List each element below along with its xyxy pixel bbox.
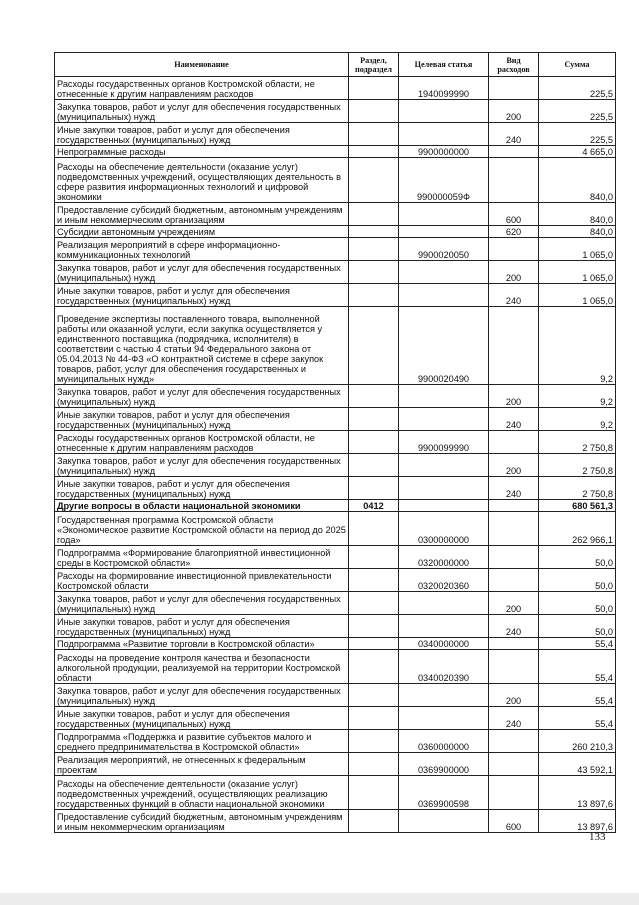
cell-sum: 225,5 bbox=[539, 100, 616, 123]
cell-expense-type bbox=[489, 512, 539, 546]
header-section: Раздел, подраздел bbox=[349, 53, 399, 77]
cell-name: Подпрограмма «Развитие торговли в Костромской области» bbox=[55, 638, 349, 650]
table-row bbox=[55, 638, 616, 650]
cell-target bbox=[399, 123, 489, 146]
cell-name: Реализация мероприятий, не отнесенных к федеральным проектам bbox=[55, 753, 349, 776]
table-row bbox=[55, 100, 616, 123]
cell-name: Подпрограмма «Формирование благоприятной инвестиционной среды в Костромской области» bbox=[55, 546, 349, 569]
cell-sum: 840,0 bbox=[539, 203, 616, 226]
cell-expense-type: 600 bbox=[489, 203, 539, 226]
table-row bbox=[55, 123, 616, 146]
cell-section bbox=[349, 707, 399, 730]
cell-name: Субсидии автономным учреждениям bbox=[55, 226, 349, 238]
cell-expense-type: 240 bbox=[489, 615, 539, 638]
cell-target bbox=[399, 615, 489, 638]
cell-sum: 225,5 bbox=[539, 77, 616, 100]
cell-name: Иные закупки товаров, работ и услуг для обеспечения государственных (муниципальных) нужд bbox=[55, 707, 349, 730]
cell-section bbox=[349, 203, 399, 226]
cell-section bbox=[349, 638, 399, 650]
cell-section bbox=[349, 650, 399, 684]
table-row bbox=[55, 77, 616, 100]
table-row bbox=[55, 158, 616, 203]
cell-section bbox=[349, 569, 399, 592]
cell-section bbox=[349, 615, 399, 638]
cell-sum: 1 065,0 bbox=[539, 261, 616, 284]
cell-section bbox=[349, 810, 399, 833]
cell-target bbox=[399, 385, 489, 408]
cell-sum: 840,0 bbox=[539, 226, 616, 238]
cell-section bbox=[349, 307, 399, 385]
cell-name: Государственная программа Костромской области «Экономическое развитие Костромской области на период до 2025 года» bbox=[55, 512, 349, 546]
cell-section: 0412 bbox=[349, 500, 399, 512]
table-body bbox=[55, 77, 616, 833]
cell-target bbox=[399, 408, 489, 431]
cell-expense-type bbox=[489, 146, 539, 158]
table-row bbox=[55, 307, 616, 385]
header-target: Целевая статья bbox=[399, 53, 489, 77]
table-row bbox=[55, 684, 616, 707]
cell-target bbox=[399, 500, 489, 512]
cell-sum: 50,0 bbox=[539, 569, 616, 592]
table-row bbox=[55, 546, 616, 569]
cell-section bbox=[349, 454, 399, 477]
cell-expense-type: 600 bbox=[489, 810, 539, 833]
cell-sum: 13 897,6 bbox=[539, 810, 616, 833]
cell-target: 0369900000 bbox=[399, 753, 489, 776]
cell-target: 0340020390 bbox=[399, 650, 489, 684]
cell-target bbox=[399, 284, 489, 307]
table-row bbox=[55, 431, 616, 454]
cell-section bbox=[349, 284, 399, 307]
table-row bbox=[55, 707, 616, 730]
cell-sum: 55,4 bbox=[539, 650, 616, 684]
cell-sum: 43 592,1 bbox=[539, 753, 616, 776]
cell-sum: 9,2 bbox=[539, 385, 616, 408]
cell-target bbox=[399, 477, 489, 500]
table-row bbox=[55, 730, 616, 753]
page-number: 133 bbox=[589, 831, 606, 843]
cell-name: Расходы на обеспечение деятельности (оказание услуг) подведомственных учреждений, осуществляющих деятельность в сфере развития информационных технологий и цифровой экономики bbox=[55, 158, 349, 203]
cell-name: Предоставление субсидий бюджетным, автономным учреждениям и иным некоммерческим организациям bbox=[55, 203, 349, 226]
cell-expense-type bbox=[489, 776, 539, 810]
cell-sum: 2 750,8 bbox=[539, 454, 616, 477]
cell-expense-type bbox=[489, 753, 539, 776]
cell-sum: 262 966,1 bbox=[539, 512, 616, 546]
cell-name: Закупка товаров, работ и услуг для обеспечения государственных (муниципальных) нужд bbox=[55, 454, 349, 477]
cell-expense-type: 240 bbox=[489, 477, 539, 500]
cell-section bbox=[349, 512, 399, 546]
table-row bbox=[55, 261, 616, 284]
cell-sum: 2 750,8 bbox=[539, 477, 616, 500]
cell-section bbox=[349, 100, 399, 123]
header-sum: Сумма bbox=[539, 53, 616, 77]
cell-sum: 50,0 bbox=[539, 546, 616, 569]
cell-name: Закупка товаров, работ и услуг для обеспечения государственных (муниципальных) нужд bbox=[55, 592, 349, 615]
cell-target: 0320020360 bbox=[399, 569, 489, 592]
cell-target bbox=[399, 454, 489, 477]
cell-section bbox=[349, 238, 399, 261]
cell-target: 0340000000 bbox=[399, 638, 489, 650]
table-row bbox=[55, 512, 616, 546]
cell-name: Иные закупки товаров, работ и услуг для обеспечения государственных (муниципальных) нужд bbox=[55, 408, 349, 431]
cell-sum: 55,4 bbox=[539, 638, 616, 650]
cell-expense-type: 240 bbox=[489, 707, 539, 730]
cell-sum: 1 065,0 bbox=[539, 238, 616, 261]
table-row bbox=[55, 477, 616, 500]
cell-section bbox=[349, 753, 399, 776]
cell-section bbox=[349, 592, 399, 615]
cell-target: 0360000000 bbox=[399, 730, 489, 753]
cell-section bbox=[349, 123, 399, 146]
cell-expense-type: 620 bbox=[489, 226, 539, 238]
table-header-row bbox=[55, 53, 616, 77]
cell-target: 1940099990 bbox=[399, 77, 489, 100]
header-name: Наименование bbox=[55, 53, 349, 77]
cell-expense-type bbox=[489, 77, 539, 100]
cell-section bbox=[349, 431, 399, 454]
cell-expense-type bbox=[489, 238, 539, 261]
cell-section bbox=[349, 408, 399, 431]
table-row bbox=[55, 500, 616, 512]
cell-expense-type bbox=[489, 500, 539, 512]
cell-name: Непрограммные расходы bbox=[55, 146, 349, 158]
cell-sum: 9,2 bbox=[539, 408, 616, 431]
cell-section bbox=[349, 546, 399, 569]
cell-expense-type: 240 bbox=[489, 123, 539, 146]
cell-sum: 50,0 bbox=[539, 615, 616, 638]
cell-target: 9900099990 bbox=[399, 431, 489, 454]
table-row bbox=[55, 408, 616, 431]
cell-section bbox=[349, 77, 399, 100]
cell-expense-type bbox=[489, 569, 539, 592]
cell-expense-type bbox=[489, 638, 539, 650]
cell-name: Иные закупки товаров, работ и услуг для обеспечения государственных (муниципальных) нужд bbox=[55, 123, 349, 146]
table-row bbox=[55, 776, 616, 810]
cell-expense-type: 240 bbox=[489, 408, 539, 431]
cell-sum: 55,4 bbox=[539, 707, 616, 730]
cell-target bbox=[399, 592, 489, 615]
cell-target bbox=[399, 203, 489, 226]
cell-name: Расходы государственных органов Костромской области, не отнесенные к другим направлениям расходов bbox=[55, 77, 349, 100]
cell-section bbox=[349, 158, 399, 203]
table-row bbox=[55, 238, 616, 261]
cell-expense-type: 200 bbox=[489, 261, 539, 284]
table-row bbox=[55, 569, 616, 592]
table-row bbox=[55, 203, 616, 226]
cell-sum: 2 750,8 bbox=[539, 431, 616, 454]
cell-target: 990000059Ф bbox=[399, 158, 489, 203]
cell-name: Закупка товаров, работ и услуг для обеспечения государственных (муниципальных) нужд bbox=[55, 100, 349, 123]
cell-name: Закупка товаров, работ и услуг для обеспечения государственных (муниципальных) нужд bbox=[55, 261, 349, 284]
cell-target bbox=[399, 226, 489, 238]
cell-expense-type bbox=[489, 650, 539, 684]
cell-expense-type bbox=[489, 158, 539, 203]
footer-strip bbox=[0, 893, 639, 905]
cell-section bbox=[349, 226, 399, 238]
cell-name: Расходы на проведение контроля качества и безопасности алкогольной продукции, реализуемой на территории Костромской области bbox=[55, 650, 349, 684]
cell-name: Предоставление субсидий бюджетным, автономным учреждениям и иным некоммерческим организациям bbox=[55, 810, 349, 833]
budget-table bbox=[54, 52, 616, 833]
table-row bbox=[55, 650, 616, 684]
cell-section bbox=[349, 385, 399, 408]
cell-target bbox=[399, 100, 489, 123]
cell-target bbox=[399, 707, 489, 730]
cell-target: 0300000000 bbox=[399, 512, 489, 546]
cell-section bbox=[349, 477, 399, 500]
cell-section bbox=[349, 261, 399, 284]
cell-sum: 4 665,0 bbox=[539, 146, 616, 158]
cell-name: Иные закупки товаров, работ и услуг для обеспечения государственных (муниципальных) нужд bbox=[55, 615, 349, 638]
cell-target: 9900000000 bbox=[399, 146, 489, 158]
header-expense-type: Вид расходов bbox=[489, 53, 539, 77]
cell-sum: 55,4 bbox=[539, 684, 616, 707]
table-row bbox=[55, 592, 616, 615]
cell-expense-type: 200 bbox=[489, 684, 539, 707]
cell-name: Закупка товаров, работ и услуг для обеспечения государственных (муниципальных) нужд bbox=[55, 684, 349, 707]
table-row bbox=[55, 810, 616, 833]
cell-name: Иные закупки товаров, работ и услуг для обеспечения государственных (муниципальных) нужд bbox=[55, 284, 349, 307]
cell-target bbox=[399, 810, 489, 833]
cell-section bbox=[349, 730, 399, 753]
cell-expense-type bbox=[489, 431, 539, 454]
cell-sum: 225,5 bbox=[539, 123, 616, 146]
cell-target: 0320000000 bbox=[399, 546, 489, 569]
cell-name: Расходы на формирование инвестиционной привлекательности Костромской области bbox=[55, 569, 349, 592]
cell-section bbox=[349, 776, 399, 810]
table-row bbox=[55, 615, 616, 638]
table-row bbox=[55, 385, 616, 408]
cell-name: Расходы государственных органов Костромской области, не отнесенные к другим направлениям расходов bbox=[55, 431, 349, 454]
cell-sum: 9,2 bbox=[539, 307, 616, 385]
table-row bbox=[55, 454, 616, 477]
cell-section bbox=[349, 146, 399, 158]
cell-target bbox=[399, 261, 489, 284]
table-row bbox=[55, 753, 616, 776]
cell-name: Подпрограмма «Поддержка и развитие субъектов малого и среднего предпринимательства в Костромской области» bbox=[55, 730, 349, 753]
table-row bbox=[55, 226, 616, 238]
cell-expense-type: 200 bbox=[489, 100, 539, 123]
table-row bbox=[55, 284, 616, 307]
cell-expense-type: 200 bbox=[489, 385, 539, 408]
table-row bbox=[55, 146, 616, 158]
cell-target bbox=[399, 684, 489, 707]
cell-sum: 680 561,3 bbox=[539, 500, 616, 512]
cell-name: Реализация мероприятий в сфере информационно-коммуникационных технологий bbox=[55, 238, 349, 261]
cell-target: 9900020490 bbox=[399, 307, 489, 385]
cell-name: Проведение экспертизы поставленного товара, выполненной работы или оказанной услуги, если закупка осуществляется у единственного поставщика (подрядчика, исполнителя) в соответствии с частью 4 статьи 94 Федерального закона от 05.04.2013 № 44-ФЗ «О контрактной системе в сфере закупок товаров, работ, услуг для обеспечения государственных и муниципальных нужд» bbox=[55, 307, 349, 385]
cell-sum: 1 065,0 bbox=[539, 284, 616, 307]
cell-target: 9900020050 bbox=[399, 238, 489, 261]
cell-expense-type bbox=[489, 546, 539, 569]
cell-name: Закупка товаров, работ и услуг для обеспечения государственных (муниципальных) нужд bbox=[55, 385, 349, 408]
cell-name: Иные закупки товаров, работ и услуг для обеспечения государственных (муниципальных) нужд bbox=[55, 477, 349, 500]
cell-expense-type bbox=[489, 307, 539, 385]
cell-name: Расходы на обеспечение деятельности (оказание услуг) подведомственных учреждений, осуществляющих реализацию государственных функций в области национальной экономики bbox=[55, 776, 349, 810]
cell-sum: 50,0 bbox=[539, 592, 616, 615]
cell-sum: 840,0 bbox=[539, 158, 616, 203]
cell-expense-type: 200 bbox=[489, 454, 539, 477]
cell-target: 0369900598 bbox=[399, 776, 489, 810]
cell-expense-type: 240 bbox=[489, 284, 539, 307]
cell-expense-type: 200 bbox=[489, 592, 539, 615]
cell-sum: 260 210,3 bbox=[539, 730, 616, 753]
cell-expense-type bbox=[489, 730, 539, 753]
cell-section bbox=[349, 684, 399, 707]
cell-sum: 13 897,6 bbox=[539, 776, 616, 810]
cell-name: Другие вопросы в области национальной экономики bbox=[55, 500, 349, 512]
